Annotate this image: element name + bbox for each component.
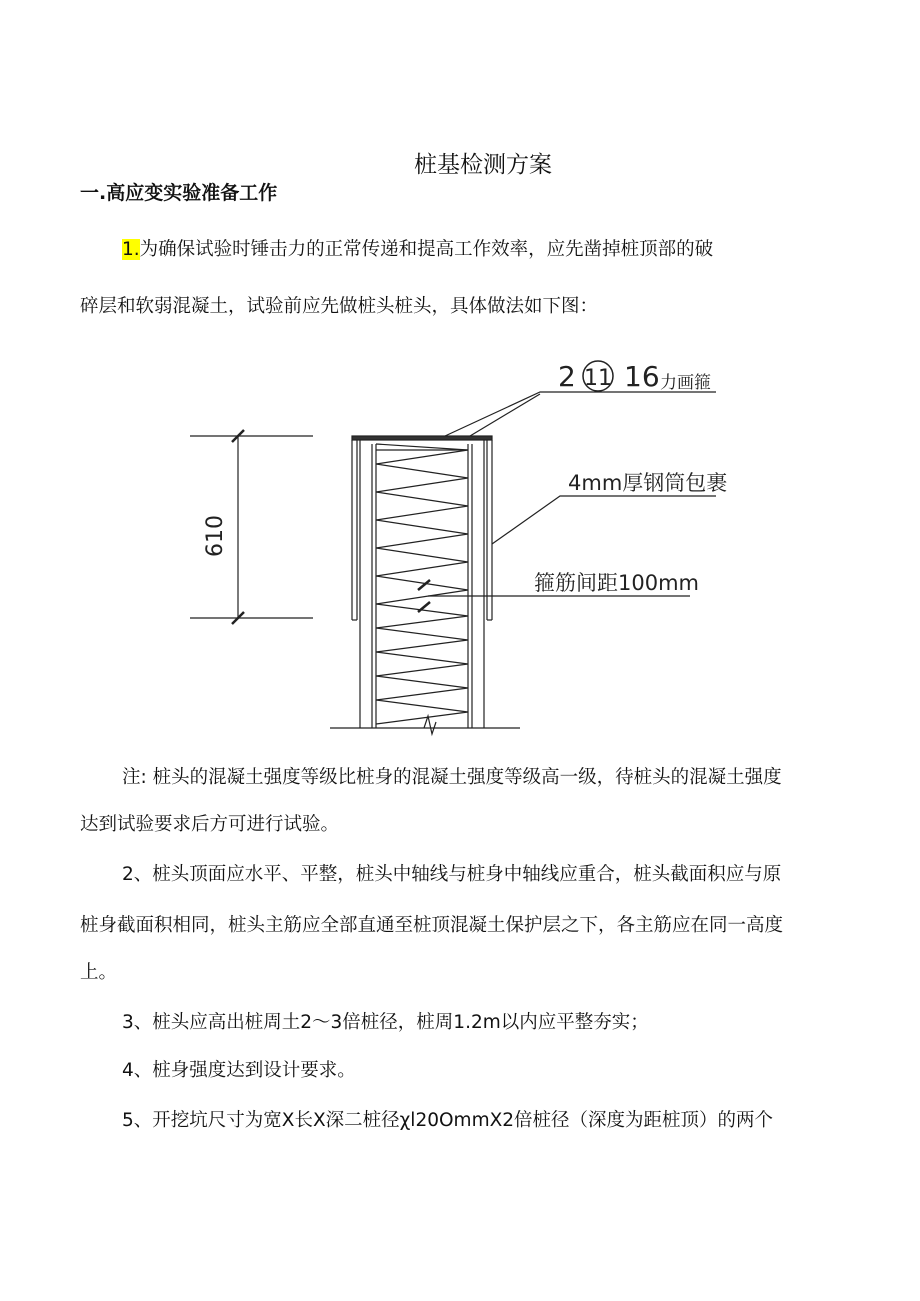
section-heading-1: 一.高应变实验准备工作 (80, 182, 278, 204)
paragraph-3: 3、桩头应高出桩周土2〜3倍桩径，桩周1.2m以内应平整夯实； (122, 1012, 649, 1033)
leader-steel-tube (492, 496, 716, 544)
paragraph-2-line-2: 桩身截面积相同，桩头主筋应全部直通至桩顶混凝土保护层之下，各主筋应在同一高度 (80, 915, 784, 936)
paragraph-5: 5、开挖坑尺寸为宽X长X深二桩径χl20OmmX2倍桩径（深度为距桩顶）的两个 (122, 1110, 774, 1131)
paragraph-1-line-2: 碎层和软弱混凝土，试验前应先做桩头桩头，具体做法如下图： (80, 296, 599, 317)
steel-tube-label: 4mm厚钢筒包裹 (568, 471, 728, 495)
stirrup-zigzag (376, 444, 468, 724)
leader-rebar (445, 392, 716, 436)
paragraph-2-line-3: 上。 (80, 962, 118, 983)
pile-head-diagram (0, 350, 920, 750)
rebar-label-number: 2 (558, 360, 576, 393)
rebar-label-tail: 力画箍 (660, 373, 711, 393)
break-mark (424, 716, 436, 734)
spacing-tick-top (418, 580, 430, 590)
stirrup-spacing-label: 箍筋间距100mm (534, 571, 699, 595)
note-line-2: 达到试验要求后方可进行试验。 (80, 814, 340, 835)
paragraph-2-line-1: 2、桩头顶面应水平、平整，桩头中轴线与桩身中轴线应重合，桩头截面积应与原 (122, 864, 782, 885)
leader-rebar-2 (470, 394, 540, 436)
note-line-1: 注: 桩头的混凝土强度等级比桩身的混凝土强度等级高一级，待桩头的混凝土强度 (122, 767, 782, 788)
pile-cap-plate (352, 436, 492, 440)
paragraph-1-number: 1. (122, 239, 140, 260)
paragraph-1-line-1 (122, 235, 713, 261)
rebar-label-grade: 11 (584, 366, 612, 391)
dimension-value: 610 (203, 515, 228, 557)
paragraph-4: 4、桩身强度达到设计要求。 (122, 1060, 356, 1081)
page-title: 桩基检测方案 (414, 152, 552, 178)
paragraph-1-text: 为确保试验时锤击力的正常传递和提高工作效率，应先凿掉桩顶部的破 (139, 239, 714, 260)
rebar-label-diameter: 16 (624, 360, 660, 393)
